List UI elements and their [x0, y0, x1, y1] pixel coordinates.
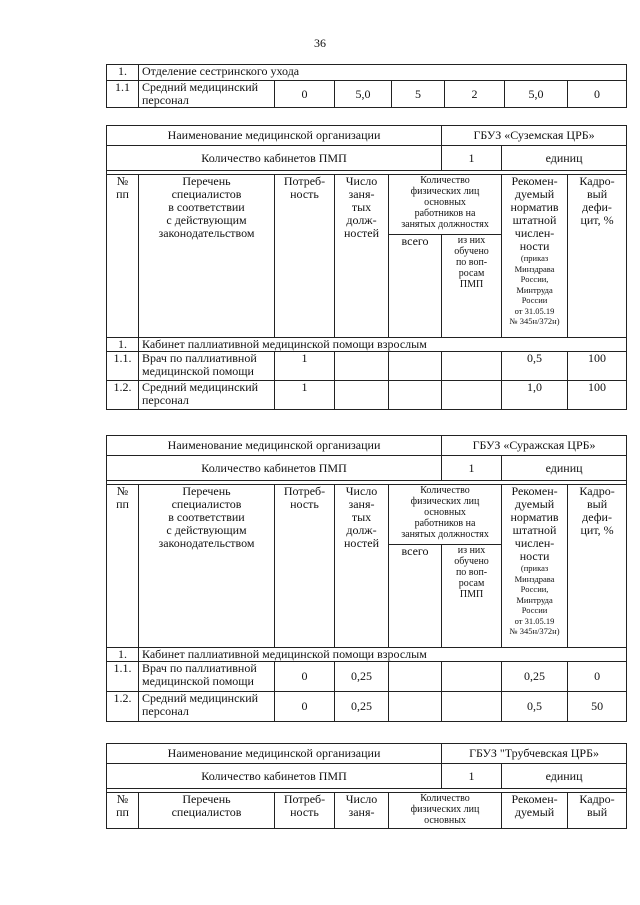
need-value: 0 — [275, 692, 335, 722]
trained-value — [442, 662, 502, 692]
pmp-count: 1 — [442, 146, 502, 171]
org-name-header: Наименование медицинской организации — [107, 126, 442, 146]
table-row — [107, 692, 627, 722]
need-value: 0 — [275, 81, 335, 108]
norm-header-text: Рекомен- дуемый норматив штатной числен- ности — [510, 174, 559, 253]
row-number: 1.1 — [107, 81, 139, 108]
deficit-value: 0 — [568, 662, 627, 692]
col-specialists-header: Перечень специалистов в соответствии с действующим законодательством — [139, 175, 275, 338]
org-table-suzemka — [106, 125, 627, 410]
table-row — [107, 381, 627, 410]
col-norm-header — [502, 175, 568, 338]
specialist-name: Средний медицинский персонал — [139, 381, 275, 410]
col-trained-header: из них обучено по воп- росам ПМП — [442, 235, 502, 338]
total-value: 5 — [392, 81, 445, 108]
col-trained-header: из них обучено по воп- росам ПМП — [442, 545, 502, 648]
col-specialists-header: Перечень специалистов — [139, 793, 275, 829]
specialist-name: Врач по паллиативной медицинской помощи — [139, 662, 275, 692]
specialist-name: Средний медицинский персонал — [139, 692, 275, 722]
org-name: ГБУЗ «Суражская ЦРБ» — [442, 436, 627, 456]
org-name: ГБУЗ "Трубчевская ЦРБ» — [442, 744, 627, 764]
col-need-header: Потреб- ность — [275, 175, 335, 338]
col-persons-header: Количество физических лиц основных работников на занятых должностях — [389, 175, 502, 235]
trained-value — [442, 381, 502, 410]
org-name-header: Наименование медицинской организации — [107, 744, 442, 764]
specialist-name: Средний медицинский персонал — [139, 81, 275, 108]
total-value — [389, 381, 442, 410]
col-positions-header: Число заня- тых долж- ностей — [335, 485, 389, 648]
norm-ref-text: (приказ Минздрава России, Минтруда России от 31.05.19 № 345н/372н) — [509, 253, 560, 326]
col-no-header: № пп — [107, 175, 139, 338]
col-no-header: № пп — [107, 485, 139, 648]
total-value — [389, 662, 442, 692]
table-row — [107, 662, 627, 692]
section-label: Кабинет паллиативной медицинской помощи взрослым — [139, 338, 627, 352]
table-row — [107, 81, 627, 108]
row-number: 1.1. — [107, 662, 139, 692]
norm-ref-text: (приказ Минздрава России, Минтруда России от 31.05.19 № 345н/372н) — [509, 563, 560, 636]
trained-value — [442, 352, 502, 381]
norm-value: 1,0 — [502, 381, 568, 410]
pmp-count-header: Количество кабинетов ПМП — [107, 146, 442, 171]
deficit-value: 100 — [568, 381, 627, 410]
norm-value: 0,25 — [502, 662, 568, 692]
col-specialists-header: Перечень специалистов в соответствии с действующим законодательством — [139, 485, 275, 648]
positions-value — [335, 352, 389, 381]
col-persons-header: Количество физических лиц основных работников на занятых должностях — [389, 485, 502, 545]
section-number: 1. — [107, 338, 139, 352]
col-total-header: всего — [389, 545, 442, 648]
col-deficit-header: Кадро- вый — [568, 793, 627, 829]
pmp-count: 1 — [442, 456, 502, 481]
section-label: Кабинет паллиативной медицинской помощи взрослым — [139, 648, 627, 662]
col-need-header: Потреб- ность — [275, 793, 335, 829]
page-number: 36 — [314, 36, 326, 50]
col-deficit-header: Кадро- вый дефи- цит, % — [568, 175, 627, 338]
col-deficit-header: Кадро- вый дефи- цит, % — [568, 485, 627, 648]
org-table-trubchevsk — [106, 743, 627, 829]
total-value — [389, 692, 442, 722]
org-name: ГБУЗ «Суземская ЦРБ» — [442, 126, 627, 146]
org-name-header: Наименование медицинской организации — [107, 436, 442, 456]
need-value: 1 — [275, 352, 335, 381]
col-no-header: № пп — [107, 793, 139, 829]
specialist-name: Врач по паллиативной медицинской помощи — [139, 352, 275, 381]
deficit-value: 0 — [568, 81, 627, 108]
positions-value: 5,0 — [335, 81, 392, 108]
need-value: 1 — [275, 381, 335, 410]
continuation-table — [106, 64, 627, 108]
norm-value: 0,5 — [502, 352, 568, 381]
col-norm-header: Рекомен- дуемый — [502, 793, 568, 829]
col-norm-header — [502, 485, 568, 648]
section-number: 1. — [107, 648, 139, 662]
norm-value: 0,5 — [502, 692, 568, 722]
row-number: 1.2. — [107, 381, 139, 410]
trained-value: 2 — [445, 81, 505, 108]
positions-value: 0,25 — [335, 662, 389, 692]
pmp-count-header: Количество кабинетов ПМП — [107, 456, 442, 481]
units-label: единиц — [502, 764, 627, 789]
col-total-header: всего — [389, 235, 442, 338]
positions-value — [335, 381, 389, 410]
col-positions-header: Число заня- — [335, 793, 389, 829]
pmp-count: 1 — [442, 764, 502, 789]
positions-value: 0,25 — [335, 692, 389, 722]
col-need-header: Потреб- ность — [275, 485, 335, 648]
total-value — [389, 352, 442, 381]
table-row — [107, 352, 627, 381]
section-number: 1. — [107, 65, 139, 81]
col-persons-header: Количество физических лиц основных — [389, 793, 502, 829]
norm-value: 5,0 — [505, 81, 568, 108]
row-number: 1.2. — [107, 692, 139, 722]
org-table-surazh — [106, 435, 627, 722]
row-number: 1.1. — [107, 352, 139, 381]
units-label: единиц — [502, 146, 627, 171]
deficit-value: 50 — [568, 692, 627, 722]
pmp-count-header: Количество кабинетов ПМП — [107, 764, 442, 789]
need-value: 0 — [275, 662, 335, 692]
deficit-value: 100 — [568, 352, 627, 381]
norm-header-text: Рекомен- дуемый норматив штатной числен- ности — [510, 484, 559, 563]
col-positions-header: Число заня- тых долж- ностей — [335, 175, 389, 338]
section-label: Отделение сестринского ухода — [139, 65, 627, 81]
units-label: единиц — [502, 456, 627, 481]
trained-value — [442, 692, 502, 722]
